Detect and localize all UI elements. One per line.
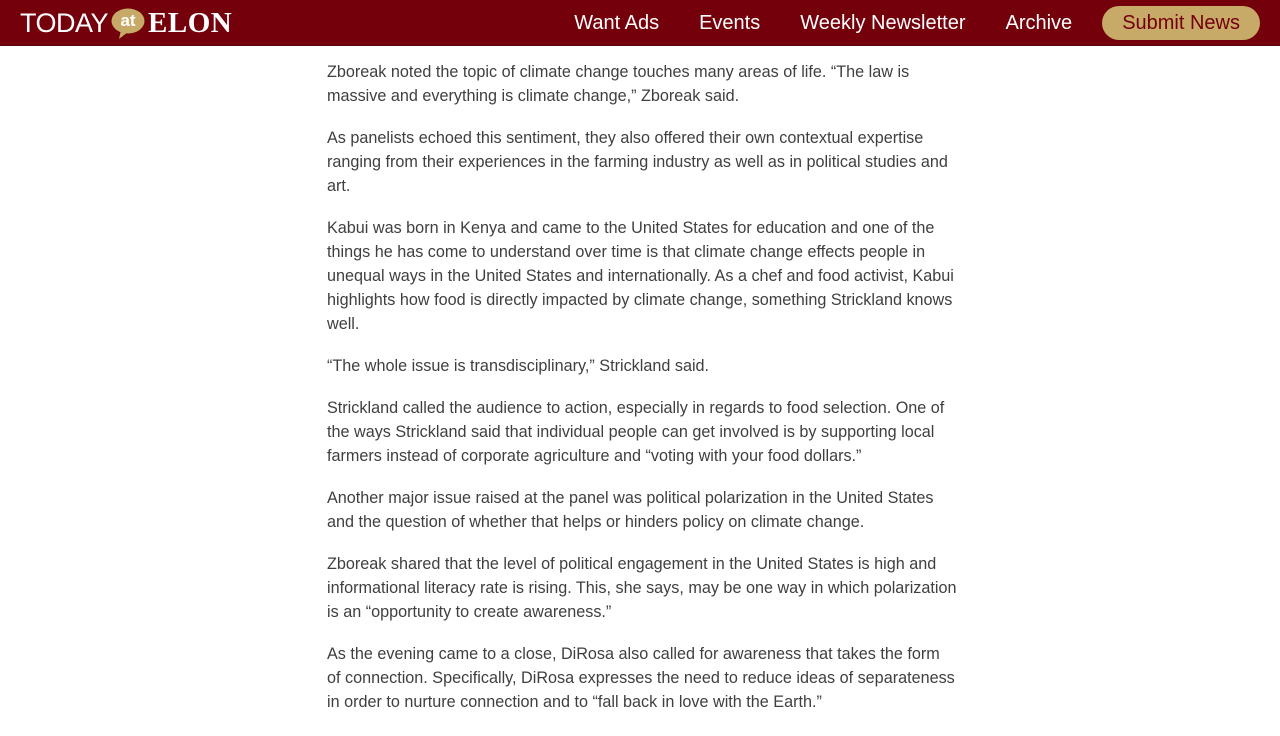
nav-link-want-ads[interactable]: Want Ads bbox=[574, 12, 660, 34]
article-paragraph: “The whole issue is transdisciplinary,” Strickland said. bbox=[327, 357, 710, 375]
submit-news-button[interactable]: Submit News bbox=[1102, 6, 1260, 40]
article-paragraph: Zboreak noted the topic of climate change touches many areas of life. “The law is massive and everything is climate change,” Zboreak said. bbox=[327, 63, 910, 105]
article-paragraph: Kabui was born in Kenya and came to the United States for education and one of the things he has come to understand over time is that climate change effects people in unequal ways in the United States and internationally. As a chef and food activist, Kabui highlights how food is directly impacted by climate change, something Strickland knows well. bbox=[327, 219, 954, 333]
article-paragraph: Zboreak shared that the level of political engagement in the United States is high and informational literacy rate is rising. This, she says, may be one way in which polarization is an “opportunity to create awareness.” bbox=[327, 555, 957, 621]
logo-elon-text: ELON bbox=[148, 6, 233, 39]
nav-link-events[interactable]: Events bbox=[699, 12, 761, 34]
main-nav bbox=[554, 0, 1260, 46]
today-at-elon-logo[interactable] bbox=[20, 6, 232, 40]
article-paragraph: As the evening came to a close, DiRosa also called for awareness that takes the form of connection. Specifically, DiRosa expresses the need to reduce ideas of separateness in order to nurture connection and to “fall back in love with the Earth.” bbox=[327, 645, 955, 711]
article-paragraph: Another major issue raised at the panel was political polarization in the United States and the question of whether that helps or hinders policy on climate change. bbox=[327, 489, 934, 531]
nav-link-weekly-newsletter[interactable]: Weekly Newsletter bbox=[800, 12, 966, 34]
article-paragraph: Strickland called the audience to action, especially in regards to food selection. One of the ways Strickland said that individual people can get involved is by supporting local farmers instead of corporate agriculture and “voting with your food dollars.” bbox=[327, 399, 945, 465]
article-paragraph: As panelists echoed this sentiment, they also offered their own contextual expertise ranging from their experiences in the farming industry as well as in political studies and art. bbox=[327, 129, 948, 195]
logo-speech-bubble-icon bbox=[111, 8, 145, 38]
top-navigation-bar bbox=[0, 0, 1280, 46]
article-body bbox=[327, 60, 957, 732]
nav-link-archive[interactable]: Archive bbox=[1005, 12, 1073, 34]
logo-today-text: TODAY bbox=[20, 7, 109, 38]
logo-at-text: at bbox=[120, 11, 136, 30]
